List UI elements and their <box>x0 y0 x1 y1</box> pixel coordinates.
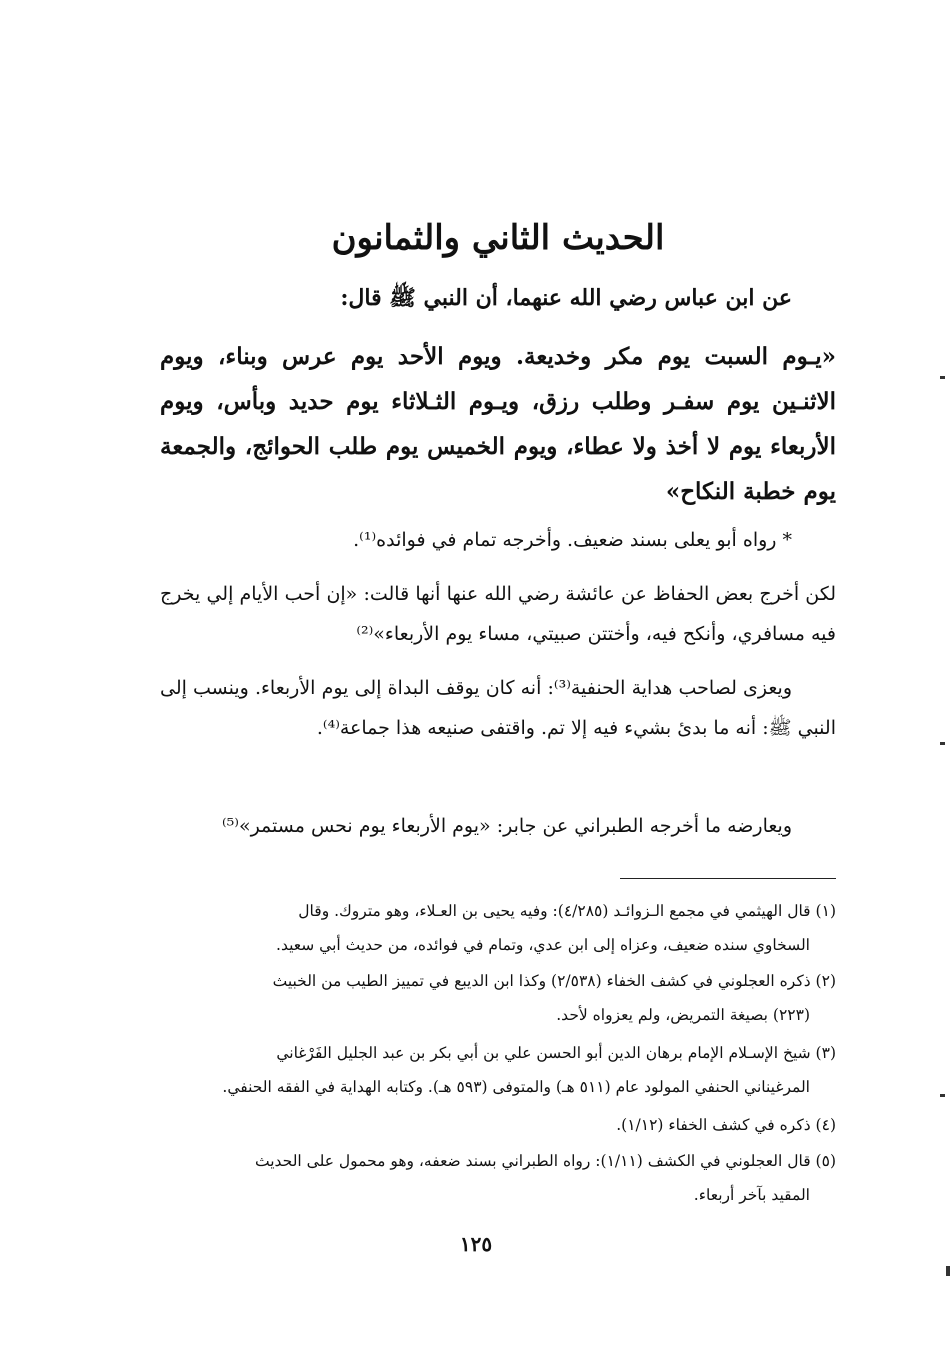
footnote <box>160 964 836 1032</box>
footnote <box>160 894 836 962</box>
footnote-number: (٣) <box>815 1044 836 1062</box>
footnote-divider <box>620 878 836 879</box>
scan-mark <box>946 1266 950 1276</box>
footnote-continuation: المقيد بآخر أربعاء. <box>693 1186 810 1204</box>
footnote-number: (١) <box>815 902 836 920</box>
scan-mark <box>940 1094 945 1097</box>
footnote-text: قال الهيثمي في مجمع الـزوائـد (٤/٢٨٥): وفيه يحيى بن العـلاء، وهو متروك. وقال <box>298 902 811 920</box>
narration-note: * رواه أبو يعلى بسند ضعيف. وأخرجه تمام في فوائده⁽¹⁾. <box>353 529 792 551</box>
footnote-continuation: السخاوي سنده ضعيف، وعزاه إلى ابن عدي، وتمام في فوائده، من حديث أبي سعيد. <box>276 936 810 954</box>
body-paragraph: لكن أخرج بعض الحفاظ عن عائشة رضي الله عنها أنها قالت: «إن أحب الأيام إلي يخرج فيه مسافري، وأنكح فيه، وأختتن صبيتي، مساء يوم الأربعاء»⁽²⁾ <box>160 583 836 645</box>
footnote <box>160 1108 836 1142</box>
footnote-continuation: المرغيناني الحنفي المولود عام (٥١١ هـ) والمتوفى (٥٩٣ هـ). وكتابه الهداية في الفقه الحنفي. <box>222 1078 810 1096</box>
footnote-text: شيخ الإسـلام الإمام برهان الدين أبو الحسن علي بن أبي بكر بن عبد الجليل الفَرْغاني <box>276 1044 811 1062</box>
footnote-number: (٢) <box>815 972 836 990</box>
footnote <box>160 1036 836 1104</box>
footnote-text: ذكره العجلوني في كشف الخفاء (٢/٥٣٨) وكذا ابن الديبع في تمييز الطيب من الخبيث <box>272 972 811 990</box>
body-paragraph: ويعارضه ما أخرجه الطبراني عن جابر: «يوم الأربعاء يوم نحس مستمر»⁽⁵⁾ <box>221 815 792 837</box>
footnote-continuation: (٢٢٣) بصيغة التمريض، ولم يعزواه لأحد. <box>556 1006 810 1024</box>
footnote <box>160 1144 836 1212</box>
hadith-intro: عن ابن عباس رضي الله عنهما، أن النبي ﷺ قال: <box>340 285 792 311</box>
footnote-text: ذكره في كشف الخفاء (١/١٢). <box>616 1116 811 1134</box>
scan-mark <box>940 742 945 745</box>
page-title: الحديث الثاني والثمانون <box>331 218 665 258</box>
footnote-number: (٥) <box>815 1152 836 1170</box>
body-paragraph: ويعزى لصاحب هداية الحنفية⁽³⁾: أنه كان يوقف البداة إلى يوم الأربعاء. وينسب إلى النبي ﷺ: أنه ما بدئ بشيء فيه إلا تم. واقتفى صنيعه هذا جماعة⁽⁴⁾. <box>160 677 836 739</box>
scan-mark <box>940 376 945 379</box>
footnote-number: (٤) <box>815 1116 836 1134</box>
page-number: ١٢٥ <box>459 1232 493 1256</box>
footnote-text: قال العجلوني في الكشف (١/١١): رواه الطبراني بسند ضعفه، وهو محمول على الحديث <box>255 1152 811 1170</box>
hadith-text: «يـوم السبت يوم مكر وخديعة. ويوم الأحد يوم عرس وبناء، ويوم الاثنـين يوم سفـر وطلب رزق، ويـوم الثـلاثاء يوم حديد وبأس، ويوم الأربعاء يوم لا أخذ ولا عطاء، ويوم الخميس يوم طلب الحوائج، والجمعة يوم خطبة النكاح» <box>160 343 836 505</box>
